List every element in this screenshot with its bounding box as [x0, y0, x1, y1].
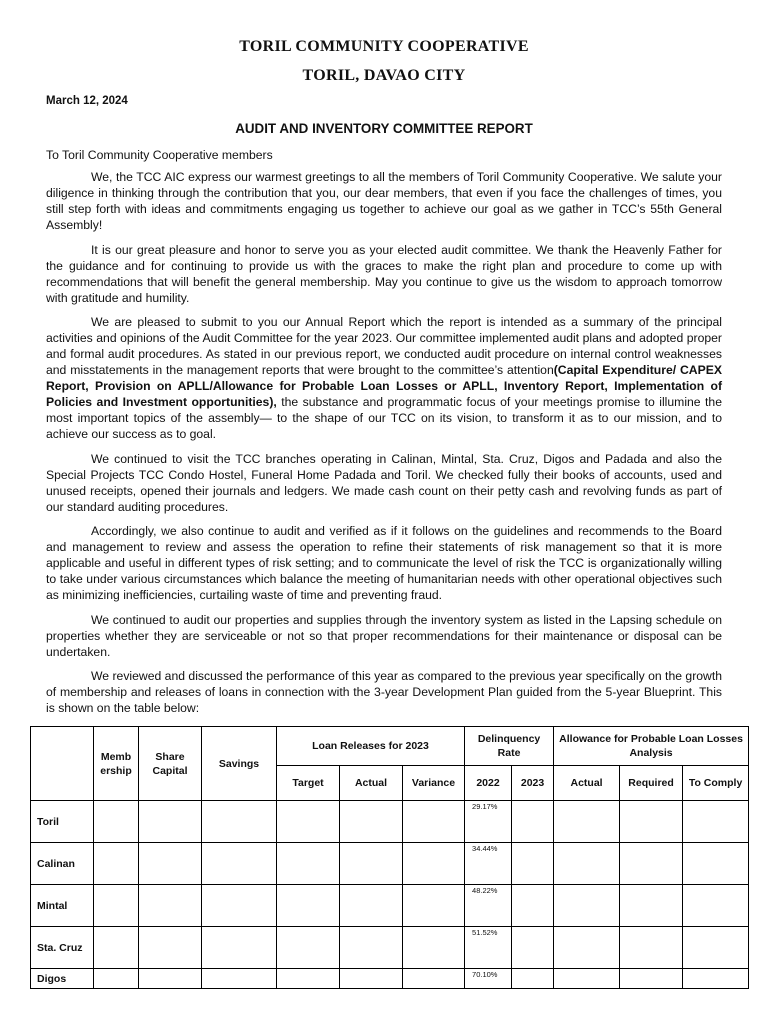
empty-cell — [620, 801, 683, 843]
empty-cell — [512, 927, 554, 969]
paragraph-risk-management: Accordingly, we also continue to audit and verified as if it follows on the guidelines and recommends to the Board and management to review and assess the operation to refine their statements of risk management so that it is more applicable and useful in different types of risk setting; and to communicate the level of risk the TCC is organizationally willing to take under various circumstances which balance the meeting of humanitarian needs with other operational objectives such as minimizing inefficiencies, curtailing waste of time and preventing fraud. — [46, 524, 722, 602]
empty-cell — [403, 885, 465, 927]
empty-cell — [620, 927, 683, 969]
branch-cell: Digos — [31, 969, 94, 989]
membership-header: Memb ership — [94, 727, 139, 801]
report-title: AUDIT AND INVENTORY COMMITTEE REPORT — [235, 121, 533, 136]
allowance-header: Allowance for Probable Loan Losses Analysis — [554, 727, 749, 766]
target-header: Target — [277, 766, 340, 801]
allowance-actual-header: Actual — [554, 766, 620, 801]
empty-cell — [202, 927, 277, 969]
delinquency-2022-cell: 51.52% — [465, 927, 512, 969]
empty-cell — [512, 843, 554, 885]
empty-cell — [554, 969, 620, 989]
empty-cell — [554, 843, 620, 885]
empty-cell — [202, 969, 277, 989]
year-2022-header: 2022 — [465, 766, 512, 801]
empty-cell — [554, 885, 620, 927]
delinquency-rate-header: Delinquency Rate — [465, 727, 554, 766]
empty-cell — [277, 843, 340, 885]
empty-cell — [403, 801, 465, 843]
table-row — [31, 885, 749, 927]
empty-cell — [94, 843, 139, 885]
empty-cell — [139, 969, 202, 989]
paragraph-annual-report-text-a: We are pleased to submit to you our Annual Report which the report is intended as a summary of the principal activities and opinions of the Audit Committee for the year 2023. Our committee implemented audit plans and adopted proper and formal audit procedures. As stated in our previous report, we conducted audit procedure on internal control weaknesses and misstatements in the management reports that were brought to the committee’s attention — [46, 315, 722, 377]
year-2023-header: 2023 — [512, 766, 554, 801]
loan-releases-header: Loan Releases for 2023 — [277, 727, 465, 766]
delinquency-2022-cell: 29.17% — [465, 801, 512, 843]
report-date: March 12, 2024 — [46, 95, 128, 107]
delinquency-2022-cell: 48.22% — [465, 885, 512, 927]
delinquency-2022-cell: 34.44% — [465, 843, 512, 885]
table-row — [31, 843, 749, 885]
empty-cell — [139, 927, 202, 969]
empty-cell — [403, 927, 465, 969]
delinquency-2022-cell: 70.10% — [465, 969, 512, 989]
empty-cell — [277, 927, 340, 969]
empty-cell — [277, 969, 340, 989]
empty-cell — [94, 885, 139, 927]
empty-cell — [340, 885, 403, 927]
empty-cell — [620, 843, 683, 885]
table-row — [31, 801, 749, 843]
branch-cell: Calinan — [31, 843, 94, 885]
branch-cell: Toril — [31, 801, 94, 843]
table-header-row — [31, 727, 749, 766]
empty-cell — [683, 885, 749, 927]
empty-cell — [94, 927, 139, 969]
empty-cell — [277, 801, 340, 843]
empty-cell — [340, 801, 403, 843]
savings-header: Savings — [202, 727, 277, 801]
empty-cell — [403, 969, 465, 989]
empty-cell — [340, 843, 403, 885]
empty-cell — [403, 843, 465, 885]
share-capital-header: Share Capital — [139, 727, 202, 801]
empty-cell — [139, 843, 202, 885]
paragraph-branch-visits: We continued to visit the TCC branches operating in Calinan, Mintal, Sta. Cruz, Digos and Padada and also the Special Projects TCC Condo Hostel, Funeral Home Padada and Toril. We checked fully their books of accounts, used and unused receipts, opened their journals and ledgers. We made cash count on their petty cash and revolving funds as part of our standard auditing procedures. — [46, 451, 722, 514]
variance-header: Variance — [403, 766, 465, 801]
paragraph-annual-report-text-b: the substance and programmatic focus of your meetings promise to illumine the most important topics of the assembly— to the shape of our TCC on its vision, to transform it as to our mission, and to achieve our success as to goal. — [46, 395, 722, 441]
salutation: To Toril Community Cooperative members — [46, 148, 273, 162]
empty-cell — [554, 801, 620, 843]
empty-cell — [277, 885, 340, 927]
empty-cell — [620, 969, 683, 989]
paragraph-inventory: We continued to audit our properties and supplies through the inventory system as listed in the Lapsing schedule on properties whether they are serviceable or not so that proper recommendations for their maintenance or disposal can be undertaken. — [46, 612, 722, 659]
empty-cell — [512, 801, 554, 843]
paragraph-greetings: We, the TCC AIC express our warmest greetings to all the members of Toril Community Cooperative. We salute your diligence in thinking through the contribution that you, our dear members, that even if you face the challenges of times, you still step forth with ideas and commitments engaging us together to achieve our goal as we gather in TCC’s 55th General Assembly! — [46, 170, 722, 232]
empty-cell — [202, 885, 277, 927]
paragraph-annual-report — [46, 314, 722, 442]
empty-cell — [340, 969, 403, 989]
to-comply-header: To Comply — [683, 766, 749, 801]
required-header: Required — [620, 766, 683, 801]
empty-cell — [139, 885, 202, 927]
empty-cell — [554, 927, 620, 969]
empty-cell — [202, 843, 277, 885]
empty-cell — [139, 801, 202, 843]
empty-cell — [620, 885, 683, 927]
org-name: TORIL COMMUNITY COOPERATIVE — [239, 38, 529, 55]
branch-cell: Sta. Cruz — [31, 927, 94, 969]
paragraph-honor: It is our great pleasure and honor to serve you as your elected audit committee. We thank the Heavenly Father for the guidance and for continuing to provide us with the graces to make the right plan and procedure to come up with recommendations that will benefit the general membership. May you continue to give us the wisdom to approach tomorrow with gratitude and humility. — [46, 242, 722, 305]
table-row — [31, 927, 749, 969]
branch-header — [31, 727, 94, 801]
empty-cell — [94, 969, 139, 989]
empty-cell — [512, 885, 554, 927]
org-location: TORIL, DAVAO CITY — [302, 67, 466, 84]
empty-cell — [512, 969, 554, 989]
empty-cell — [94, 801, 139, 843]
empty-cell — [340, 927, 403, 969]
empty-cell — [683, 969, 749, 989]
empty-cell — [683, 927, 749, 969]
paragraph-annual-report-bold: (Capital Expenditure/ CAPEX Report, Provision on APLL/Allowance for Probable Loan Losses or APLL, Inventory Report, Implementation of Policies and Investment opportunities), — [46, 363, 722, 409]
empty-cell — [683, 843, 749, 885]
paragraph-performance: We reviewed and discussed the performance of this year as compared to the previous year specifically on the growth of membership and releases of loans in connection with the 3-year Development Plan guided from the 5-year Blueprint. This is shown on the table below: — [46, 669, 722, 715]
actual-header: Actual — [340, 766, 403, 801]
empty-cell — [202, 801, 277, 843]
table-row — [31, 969, 749, 989]
letter-body — [46, 147, 722, 725]
empty-cell — [683, 801, 749, 843]
performance-table — [30, 726, 749, 989]
branch-cell: Mintal — [31, 885, 94, 927]
